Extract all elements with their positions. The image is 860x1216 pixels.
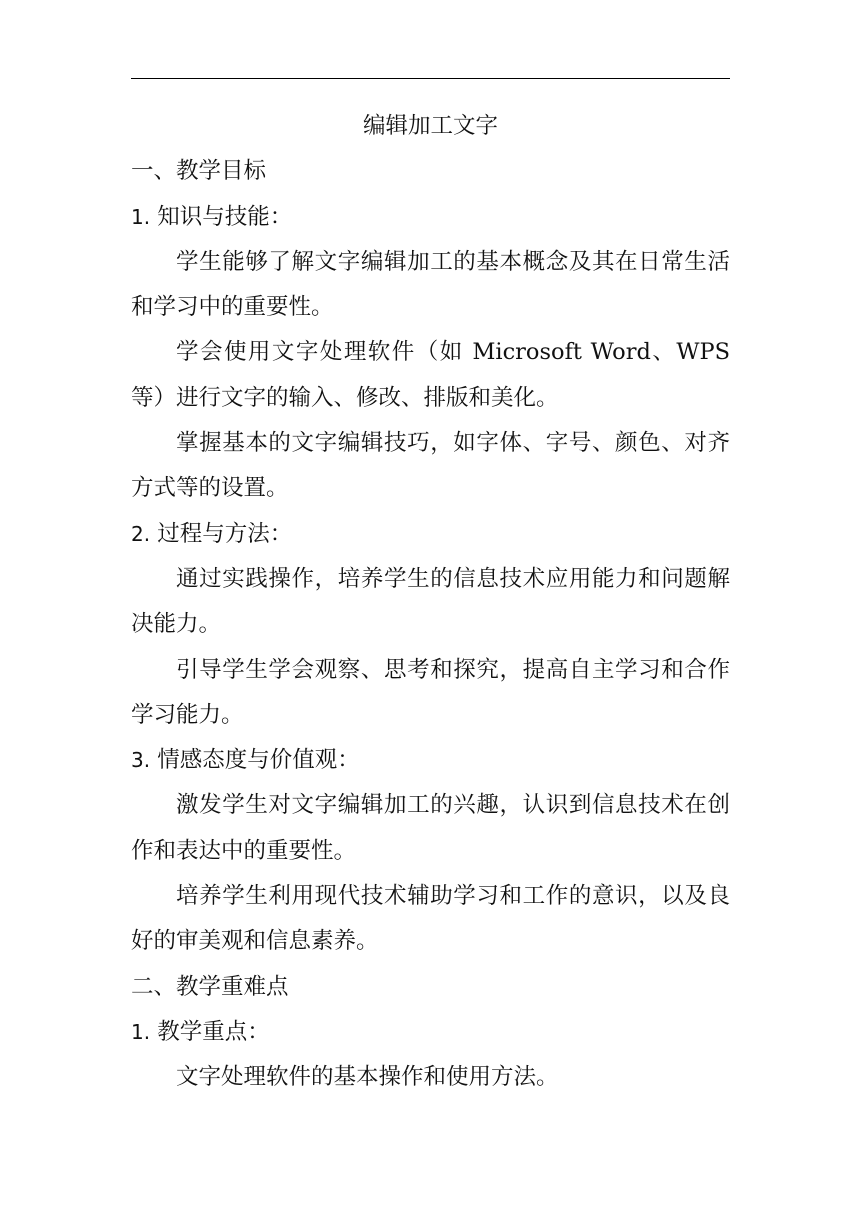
- subheading-teaching-focus: [131, 1010, 730, 1055]
- item-number: 3.: [131, 748, 151, 773]
- subheading-knowledge-skills: [131, 195, 730, 240]
- item-number: 1.: [131, 1019, 151, 1044]
- section-heading-key-points: 二、教学重难点: [131, 973, 289, 1000]
- subheading-process-methods: [131, 512, 730, 557]
- paragraph: 文字处理软件的基本操作和使用方法。: [176, 1064, 559, 1091]
- subheading-text: 教学重点：: [157, 1018, 270, 1045]
- document-title: 编辑加工文字: [362, 113, 498, 139]
- subheading-text: 过程与方法：: [157, 520, 293, 547]
- item-number: 1.: [131, 204, 151, 229]
- header-rule: [131, 78, 730, 79]
- item-number: 2.: [131, 521, 151, 546]
- section-heading-objectives: 一、教学目标: [131, 158, 267, 185]
- document-body: [131, 104, 730, 1101]
- paragraph: 掌握基本的文字编辑技巧，如字体、字号、颜色、对齐方式等的设置。: [131, 430, 730, 502]
- subheading-text: 知识与技能：: [157, 203, 293, 230]
- paragraph: 通过实践操作，培养学生的信息技术应用能力和问题解决能力。: [131, 565, 730, 638]
- paragraph: 学会使用文字处理软件（如 Microsoft Word、WPS 等）进行文字的输入、修改、排版和美化。: [131, 339, 730, 411]
- paragraph: 培养学生利用现代技术辅助学习和工作的意识，以及良好的审美观和信息素养。: [131, 883, 730, 955]
- paragraph: 学生能够了解文字编辑加工的基本概念及其在日常生活和学习中的重要性。: [131, 248, 730, 321]
- paragraph: 激发学生对文字编辑加工的兴趣，认识到信息技术在创作和表达中的重要性。: [131, 792, 730, 864]
- subheading-text: 情感态度与价值观：: [157, 747, 360, 774]
- subheading-attitude-values: [131, 738, 730, 783]
- paragraph: 引导学生学会观察、思考和探究，提高自主学习和合作学习能力。: [131, 656, 730, 728]
